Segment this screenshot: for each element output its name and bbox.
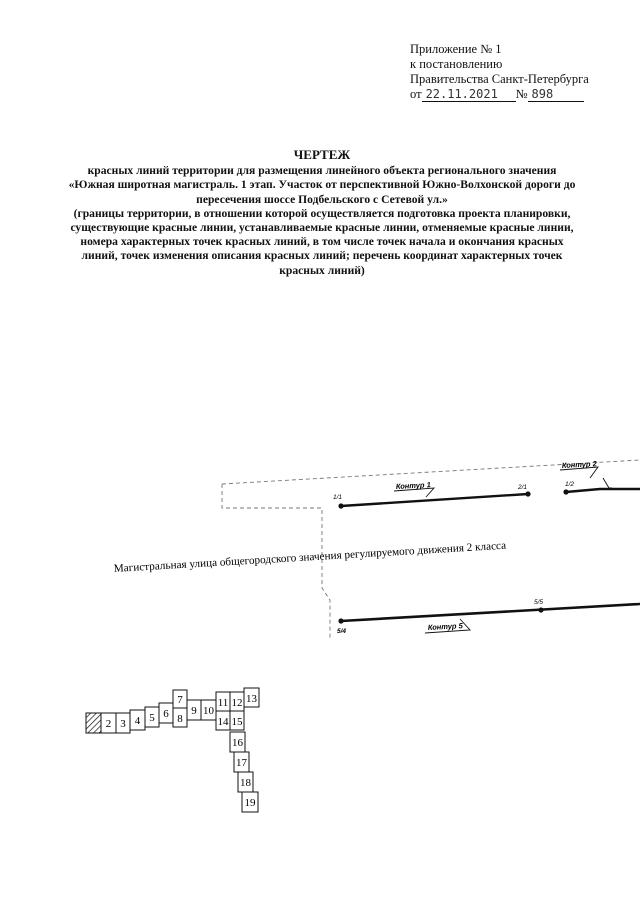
title-line: красных линий территории для размещения линейного объекта регионального значения — [87, 164, 557, 178]
title-line: (границы территории, в отношении которой осуществляется подготовка проекта планировки, — [73, 206, 571, 220]
sheet-13-label: 13 — [246, 693, 257, 705]
point-2-1-marker — [525, 491, 530, 496]
sheet-6-label: 6 — [163, 708, 169, 720]
street-label: Магистральная улица общегородского значения регулируемого движения 2 класса — [113, 539, 507, 575]
sheet-14-label: 14 — [217, 716, 229, 728]
point-5-5-label: 5/5 — [534, 599, 544, 606]
contour-1-label: Контур 1 — [395, 480, 431, 491]
sheet-10-label: 10 — [203, 705, 214, 717]
point-5-4-label: 5/4 — [337, 628, 347, 635]
title-line: существующие красные линии, устанавливаемые красные линии, отменяемые красные линии, — [70, 221, 574, 235]
red-line-contour-1 — [341, 494, 528, 506]
sheet-1-hatched — [86, 713, 101, 733]
sheet-16-label: 16 — [232, 737, 243, 749]
sheet-8-label: 8 — [177, 713, 183, 725]
point-2-1-label: 2/1 — [518, 484, 528, 491]
red-line-contour-5 — [341, 604, 640, 621]
appendix-line-3: Правительства Санкт-Петербурга — [410, 72, 589, 86]
contour-2-label: Контур 2 — [561, 459, 597, 470]
title-line: красных линий) — [279, 263, 365, 277]
title-line: номера характерных точек красных линий, в том числе точек начала и окончания красных — [80, 235, 564, 249]
contour-5-label: Контур 5 — [427, 621, 463, 632]
point-1-1-label: 1/1 — [333, 494, 343, 501]
red-line-contour-2 — [566, 489, 640, 492]
sheet-12-label: 12 — [231, 697, 243, 709]
tick-marker — [603, 478, 612, 488]
sheet-18-label: 18 — [240, 777, 251, 789]
title-line: «Южная широтная магистраль. 1 этап. Участок от перспективной Южно-Волхонской дороги до — [68, 178, 576, 192]
map-labels — [113, 459, 597, 635]
sheet-5-label: 5 — [149, 712, 155, 724]
sheet-17-label: 17 — [236, 757, 247, 769]
point-5-5-marker — [538, 607, 543, 612]
sheet-7-label: 7 — [177, 694, 183, 706]
title-line: пересечения шоссе Подбельского с Сетевой ул.» — [196, 192, 448, 206]
point-5-4-marker — [338, 618, 343, 623]
resolution-number: 898 — [528, 88, 584, 102]
from-label: от — [410, 87, 422, 101]
appendix-line-2: к постановлению — [410, 57, 503, 71]
point-1-2-marker — [563, 489, 568, 494]
title-heading: ЧЕРТЕЖ — [293, 147, 351, 162]
point-1-1-marker — [338, 503, 343, 508]
sheet-4-label: 4 — [134, 715, 141, 727]
point-1-2-label: 1/2 — [565, 481, 575, 488]
appendix-line-1: Приложение № 1 — [410, 42, 502, 56]
sheet-19-label: 19 — [244, 797, 256, 809]
title-line: линий, точек изменения описания красных линий; перечень координат характерных точек — [81, 249, 563, 263]
sheet-9-label: 9 — [191, 705, 197, 717]
sheet-11-label: 11 — [217, 697, 229, 709]
sheet-index — [86, 688, 259, 812]
sheet-2-label: 2 — [105, 718, 112, 730]
sheet-3-label: 3 — [120, 718, 126, 730]
resolution-date: 22.11.2021 — [422, 88, 516, 102]
number-label: № — [515, 87, 528, 101]
sheet-15-label: 15 — [231, 716, 243, 728]
